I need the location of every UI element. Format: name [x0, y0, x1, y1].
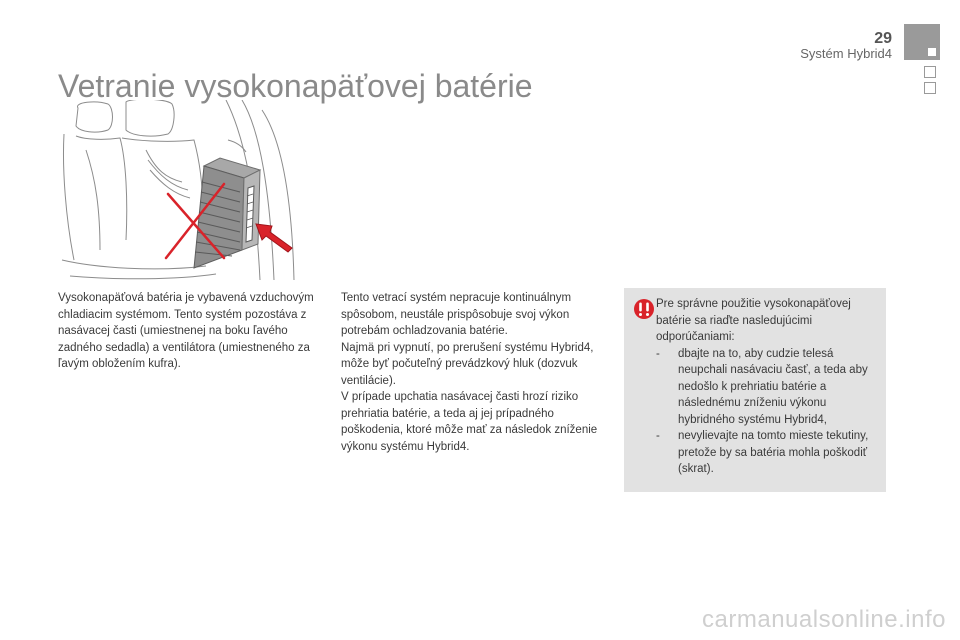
chapter-tab-active [904, 24, 940, 60]
tab-dot [928, 48, 936, 56]
list-item [656, 428, 878, 478]
warning-exclamation-icon [633, 298, 655, 320]
chapter-tab-box [924, 82, 936, 94]
page-title: Vetranie vysokonapäťovej batérie [58, 68, 533, 104]
info-column [341, 290, 603, 455]
warning-text [656, 296, 878, 478]
warning-intro: Pre správne použitie vysokonapäťovej batérie sa riaďte nasledujúcimi odporúčaniami: [656, 298, 851, 343]
intro-paragraph: Vysokonapäťová batéria je vybavená vzduchovým chladiacim systémom. Tento systém pozostáva z nasávacej časti (umiestnenej na boku ľavého zadného sedadla) a ventilátora (umiestneného za ľavým obložením kufra). [58, 292, 314, 370]
list-item [656, 346, 878, 429]
battery-ventilation-seat-illustration [56, 100, 301, 280]
watermark: carmanualsonline.info [702, 606, 946, 633]
list-item-text: dbajte na to, aby cudzie telesá neupchali nasávaciu časť, a teda aby nedošlo k prehriatiu batérie a následnému zníženiu výkonu hybridného systému Hybrid4, [678, 347, 868, 426]
info-paragraph: Najmä pri vypnutí, po prerušení systému Hybrid4, môže byť počuteľný prevádzkový hluk (dozvuk ventilácie). [341, 341, 594, 387]
chapter-title: Systém Hybrid4 [800, 46, 892, 61]
page-number: 29 [874, 30, 892, 47]
warning-list [656, 346, 878, 478]
list-item-text: nevylievajte na tomto mieste tekutiny, pretože by sa batéria mohla poškodiť (skrat). [678, 430, 869, 475]
info-paragraph: Tento vetrací systém nepracuje kontinuálnym spôsobom, neustále prispôsobuje svoj výkon potrebám ochladzovania batérie. [341, 292, 572, 337]
chapter-tab-box [924, 66, 936, 78]
info-paragraph: V prípade upchatia nasávacej časti hrozí riziko prehriatia batérie, a teda aj jej prípadného poškodenia, ktoré môže mať za následok zníženie výkonu systému Hybrid4. [341, 391, 598, 453]
warning-box [624, 288, 886, 492]
bullet-dash: - [656, 347, 660, 360]
bullet-dash: - [656, 430, 660, 442]
